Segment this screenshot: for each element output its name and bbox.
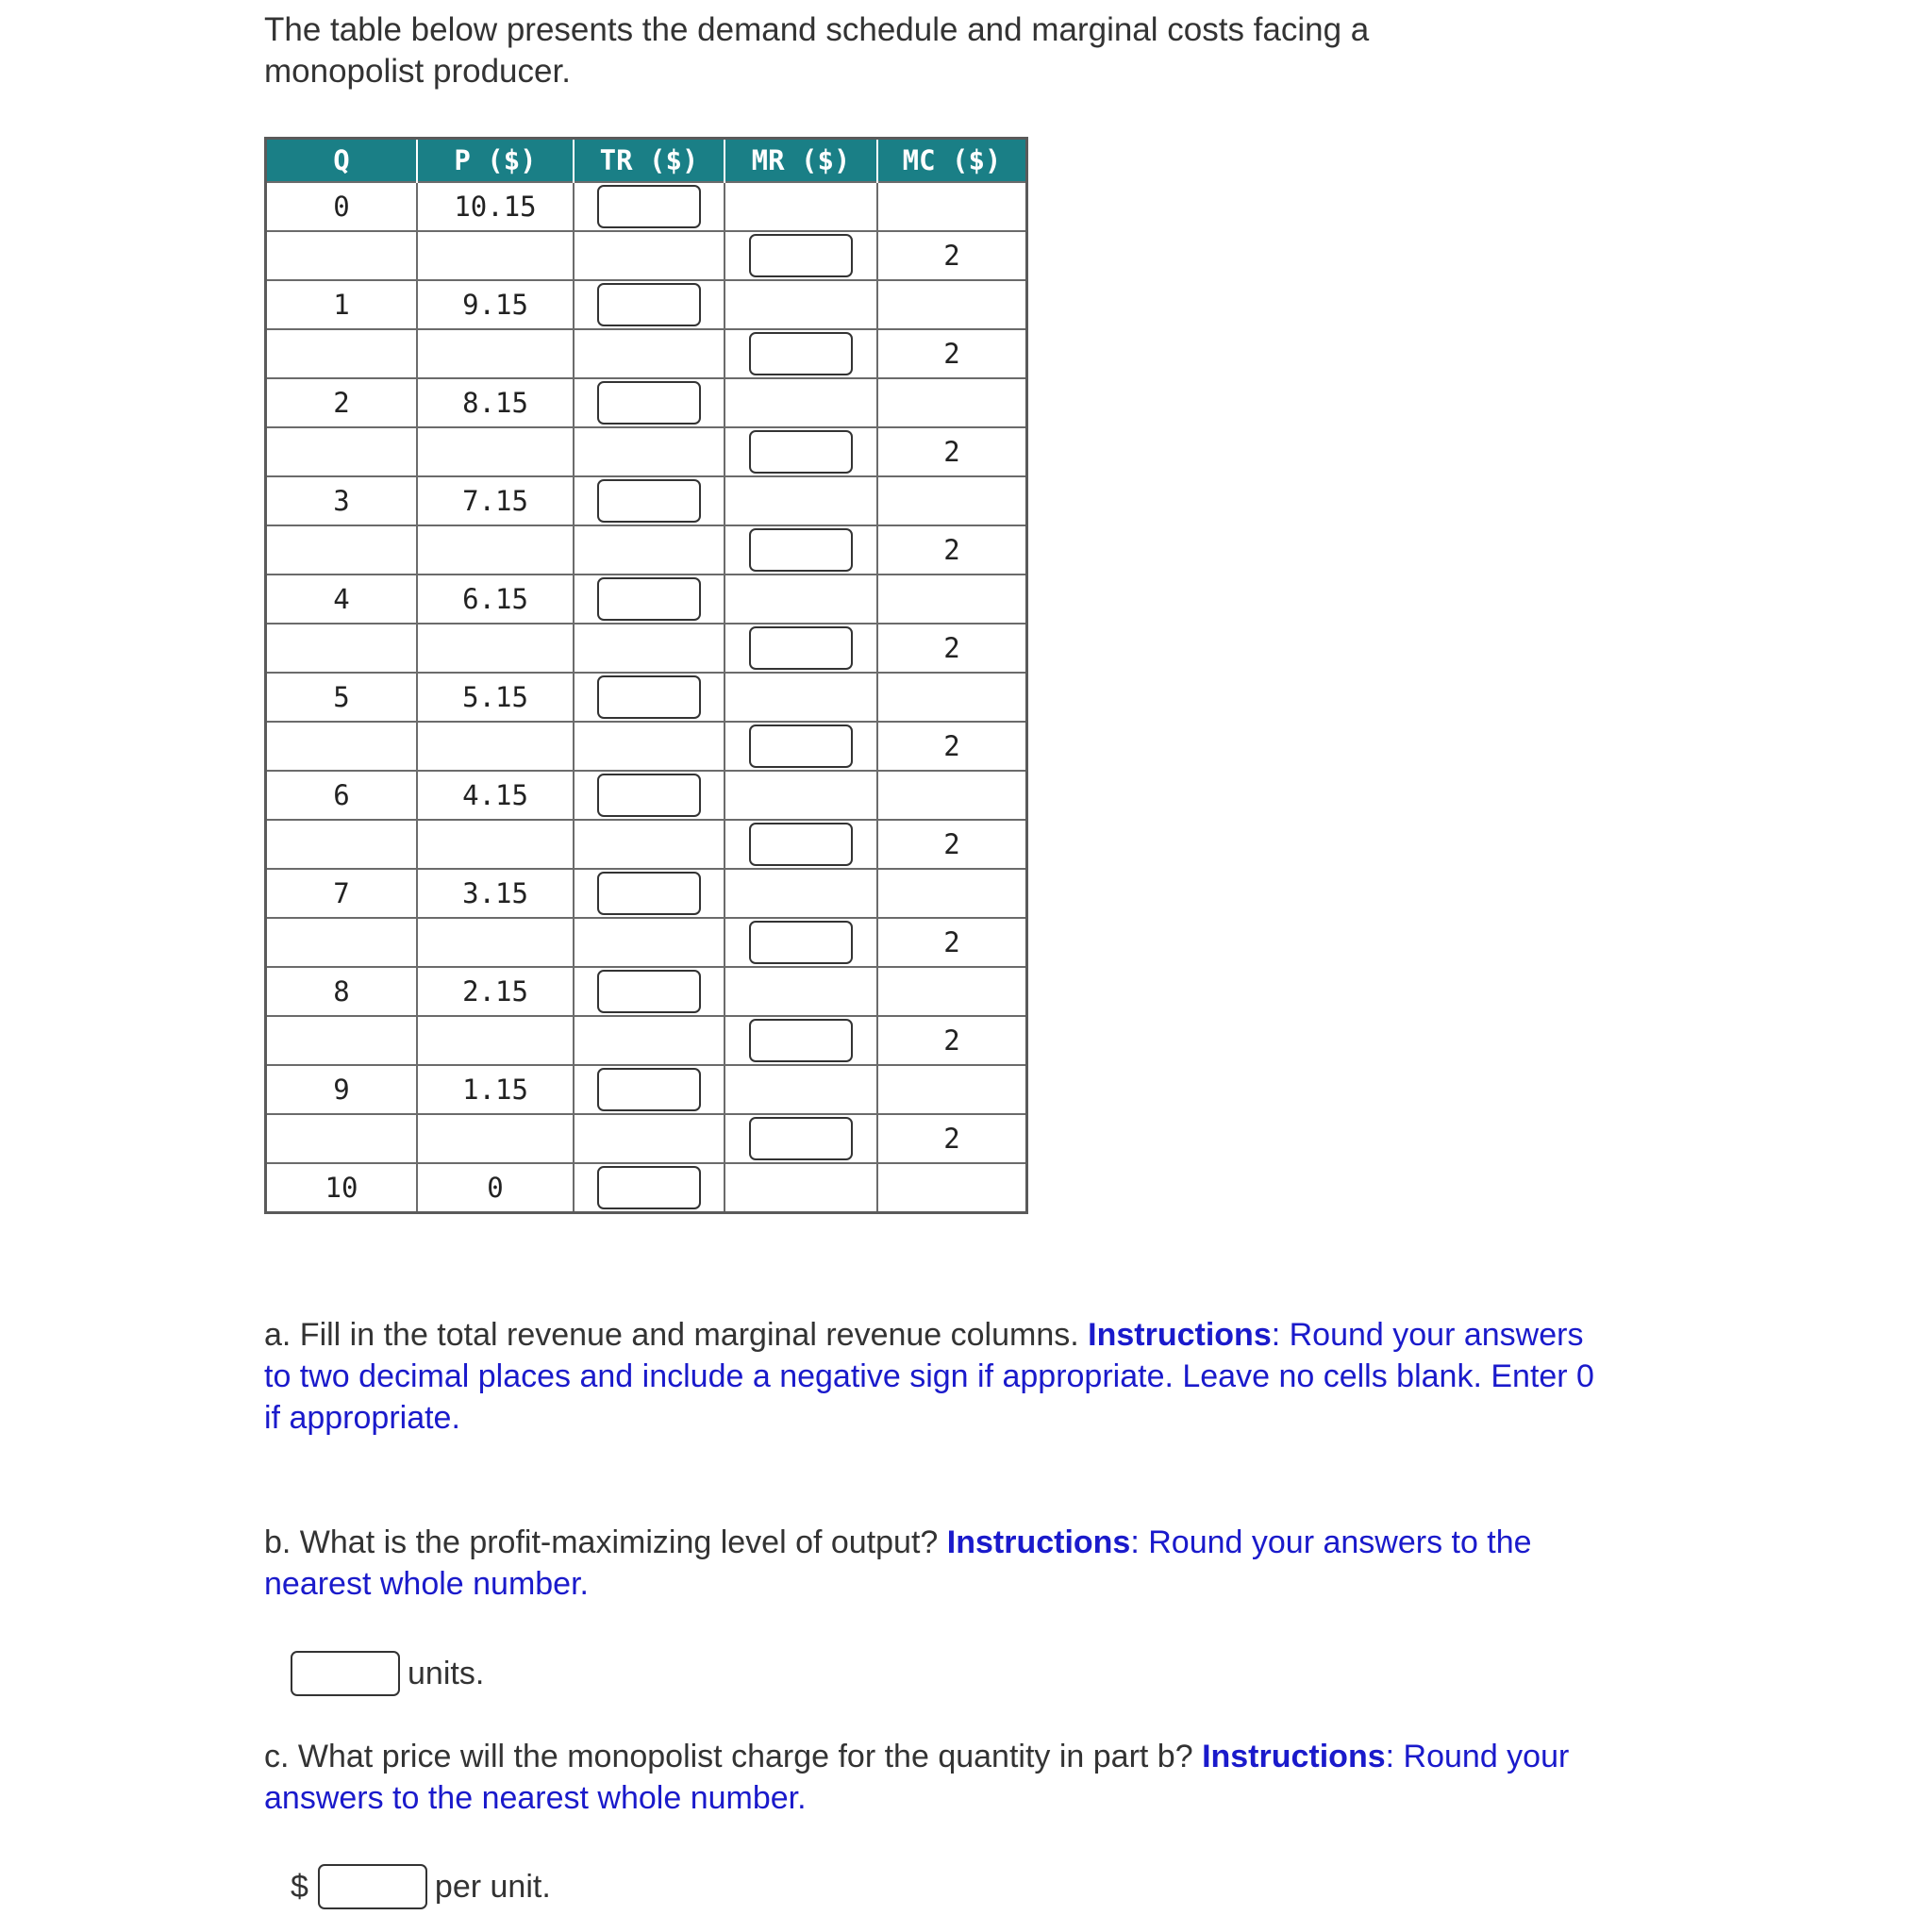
header-price: P ($) (417, 139, 574, 183)
dollar-sign: $ (291, 1868, 308, 1905)
mc-cell (877, 182, 1027, 231)
table-row (266, 427, 1027, 476)
answer-c-row (291, 1864, 551, 1909)
tr-cell (574, 1016, 724, 1065)
mr-cell (724, 722, 877, 771)
mc-cell (877, 869, 1027, 918)
price-cell (417, 820, 574, 869)
mr-cell (724, 525, 877, 575)
tr-input[interactable] (597, 1166, 701, 1209)
mc-cell: 2 (877, 329, 1027, 378)
header-mc: MC ($) (877, 139, 1027, 183)
price-cell: 4.15 (417, 771, 574, 820)
q-cell (266, 231, 418, 280)
question-content (264, 0, 1623, 1905)
question-b (264, 1522, 1604, 1605)
question-a-text: a. Fill in the total revenue and marginal revenue columns. (264, 1317, 1089, 1353)
mc-cell: 2 (877, 231, 1027, 280)
price-cell: 1.15 (417, 1065, 574, 1114)
question-c (264, 1736, 1604, 1819)
tr-cell (574, 1065, 724, 1114)
tr-cell (574, 918, 724, 967)
q-cell (266, 525, 418, 575)
mc-cell (877, 280, 1027, 329)
mc-cell: 2 (877, 722, 1027, 771)
tr-cell (574, 182, 724, 231)
mc-cell: 2 (877, 918, 1027, 967)
instructions-text: : Round your answers to two decimal places and include a negative sign if appropriate. Leave no cells blank. Enter 0 if appropriate. (264, 1317, 1594, 1436)
mr-cell (724, 869, 877, 918)
instructions-label: Instructions (1088, 1317, 1272, 1353)
mr-cell (724, 231, 877, 280)
mr-cell (724, 820, 877, 869)
tr-cell (574, 378, 724, 427)
price-cell (417, 231, 574, 280)
schedule-table-wrapper (264, 137, 1028, 1214)
tr-input[interactable] (597, 185, 701, 228)
table-row (266, 771, 1027, 820)
mr-input[interactable] (749, 921, 853, 964)
price-cell: 9.15 (417, 280, 574, 329)
table-row (266, 820, 1027, 869)
q-cell: 7 (266, 869, 418, 918)
tr-cell (574, 329, 724, 378)
tr-cell (574, 427, 724, 476)
table-row (266, 182, 1027, 231)
tr-input[interactable] (597, 577, 701, 621)
mr-cell (724, 771, 877, 820)
tr-cell (574, 575, 724, 624)
mr-cell (724, 918, 877, 967)
instructions-text: : Round your answers to the nearest whole number. (264, 1739, 1570, 1816)
mr-cell (724, 329, 877, 378)
q-cell: 5 (266, 673, 418, 722)
tr-cell (574, 820, 724, 869)
q-cell: 4 (266, 575, 418, 624)
price-cell (417, 918, 574, 967)
price-cell (417, 624, 574, 673)
mc-cell: 2 (877, 427, 1027, 476)
mc-cell (877, 771, 1027, 820)
price-cell: 7.15 (417, 476, 574, 525)
schedule-table (264, 137, 1028, 1214)
table-row (266, 378, 1027, 427)
header-mr: MR ($) (724, 139, 877, 183)
mc-cell (877, 378, 1027, 427)
tr-cell (574, 771, 724, 820)
table-row (266, 722, 1027, 771)
mc-cell: 2 (877, 624, 1027, 673)
tr-cell (574, 624, 724, 673)
tr-cell (574, 673, 724, 722)
mc-cell: 2 (877, 820, 1027, 869)
mr-input[interactable] (749, 823, 853, 866)
tr-cell (574, 525, 724, 575)
tr-cell (574, 280, 724, 329)
q-cell: 3 (266, 476, 418, 525)
mr-input[interactable] (749, 430, 853, 474)
mr-input[interactable] (749, 626, 853, 670)
question-b-text: b. What is the profit-maximizing level of output? (264, 1524, 947, 1560)
price-cell (417, 1016, 574, 1065)
mr-cell (724, 378, 877, 427)
price-cell (417, 722, 574, 771)
price-cell: 2.15 (417, 967, 574, 1016)
mr-cell (724, 280, 877, 329)
q-cell (266, 1114, 418, 1163)
price-cell (417, 329, 574, 378)
mr-input[interactable] (749, 332, 853, 375)
tr-input[interactable] (597, 479, 701, 523)
q-cell: 2 (266, 378, 418, 427)
table-row (266, 918, 1027, 967)
q-cell (266, 918, 418, 967)
price-cell (417, 1114, 574, 1163)
tr-cell (574, 967, 724, 1016)
mr-input[interactable] (749, 234, 853, 277)
table-row (266, 575, 1027, 624)
mc-cell: 2 (877, 1114, 1027, 1163)
header-q: Q (266, 139, 418, 183)
mr-cell (724, 476, 877, 525)
q-cell: 1 (266, 280, 418, 329)
tr-cell (574, 869, 724, 918)
price-input[interactable] (318, 1864, 427, 1909)
mr-input[interactable] (749, 1117, 853, 1160)
mr-input[interactable] (749, 724, 853, 768)
mr-cell (724, 427, 877, 476)
mr-cell (724, 624, 877, 673)
tr-cell (574, 1114, 724, 1163)
mr-cell (724, 575, 877, 624)
table-row (266, 329, 1027, 378)
table-row (266, 280, 1027, 329)
price-cell: 10.15 (417, 182, 574, 231)
tr-cell (574, 1163, 724, 1213)
q-cell (266, 1016, 418, 1065)
intro-text: The table below presents the demand schedule and marginal costs facing a monopolist producer. (264, 11, 1370, 90)
q-cell (266, 329, 418, 378)
output-input[interactable] (291, 1651, 400, 1696)
mr-input[interactable] (749, 1019, 853, 1062)
q-cell: 8 (266, 967, 418, 1016)
q-cell: 9 (266, 1065, 418, 1114)
mr-cell (724, 1163, 877, 1213)
q-cell: 6 (266, 771, 418, 820)
tr-cell (574, 722, 724, 771)
mr-cell (724, 1114, 877, 1163)
instructions-text: : Round your answers to the nearest whole number. (264, 1524, 1532, 1602)
price-cell: 0 (417, 1163, 574, 1213)
price-cell: 3.15 (417, 869, 574, 918)
table-row (266, 1016, 1027, 1065)
table-row (266, 1065, 1027, 1114)
tr-cell (574, 231, 724, 280)
table-header-row (266, 139, 1027, 183)
tr-input[interactable] (597, 675, 701, 719)
mr-cell (724, 967, 877, 1016)
tr-input[interactable] (597, 970, 701, 1013)
instructions-label: Instructions (946, 1524, 1131, 1560)
q-cell (266, 427, 418, 476)
question-c-text: c. What price will the monopolist charge for the quantity in part b? (264, 1739, 1203, 1774)
table-row (266, 967, 1027, 1016)
tr-input[interactable] (597, 872, 701, 915)
price-cell (417, 525, 574, 575)
table-row (266, 624, 1027, 673)
mr-cell (724, 1016, 877, 1065)
mr-cell (724, 673, 877, 722)
price-cell: 5.15 (417, 673, 574, 722)
table-row (266, 1114, 1027, 1163)
units-label: units. (408, 1655, 485, 1691)
per-unit-label: per unit. (434, 1868, 551, 1905)
mr-input[interactable] (749, 528, 853, 572)
answer-b-row (291, 1651, 484, 1696)
mc-cell (877, 673, 1027, 722)
table-row (266, 525, 1027, 575)
q-cell (266, 722, 418, 771)
tr-input[interactable] (597, 774, 701, 817)
table-row (266, 476, 1027, 525)
price-cell: 8.15 (417, 378, 574, 427)
table-row (266, 673, 1027, 722)
mc-cell: 2 (877, 1016, 1027, 1065)
header-tr: TR ($) (574, 139, 724, 183)
price-cell (417, 427, 574, 476)
table-row (266, 1163, 1027, 1213)
tr-input[interactable] (597, 283, 701, 326)
q-cell: 10 (266, 1163, 418, 1213)
table-row (266, 869, 1027, 918)
price-cell: 6.15 (417, 575, 574, 624)
mr-cell (724, 182, 877, 231)
table-row (266, 231, 1027, 280)
mc-cell (877, 1163, 1027, 1213)
mc-cell: 2 (877, 525, 1027, 575)
q-cell: 0 (266, 182, 418, 231)
mr-cell (724, 1065, 877, 1114)
q-cell (266, 820, 418, 869)
q-cell (266, 624, 418, 673)
tr-input[interactable] (597, 381, 701, 425)
instructions-label: Instructions (1202, 1739, 1386, 1774)
mc-cell (877, 1065, 1027, 1114)
mc-cell (877, 575, 1027, 624)
tr-cell (574, 476, 724, 525)
question-a (264, 1314, 1604, 1439)
mc-cell (877, 967, 1027, 1016)
tr-input[interactable] (597, 1068, 701, 1111)
mc-cell (877, 476, 1027, 525)
